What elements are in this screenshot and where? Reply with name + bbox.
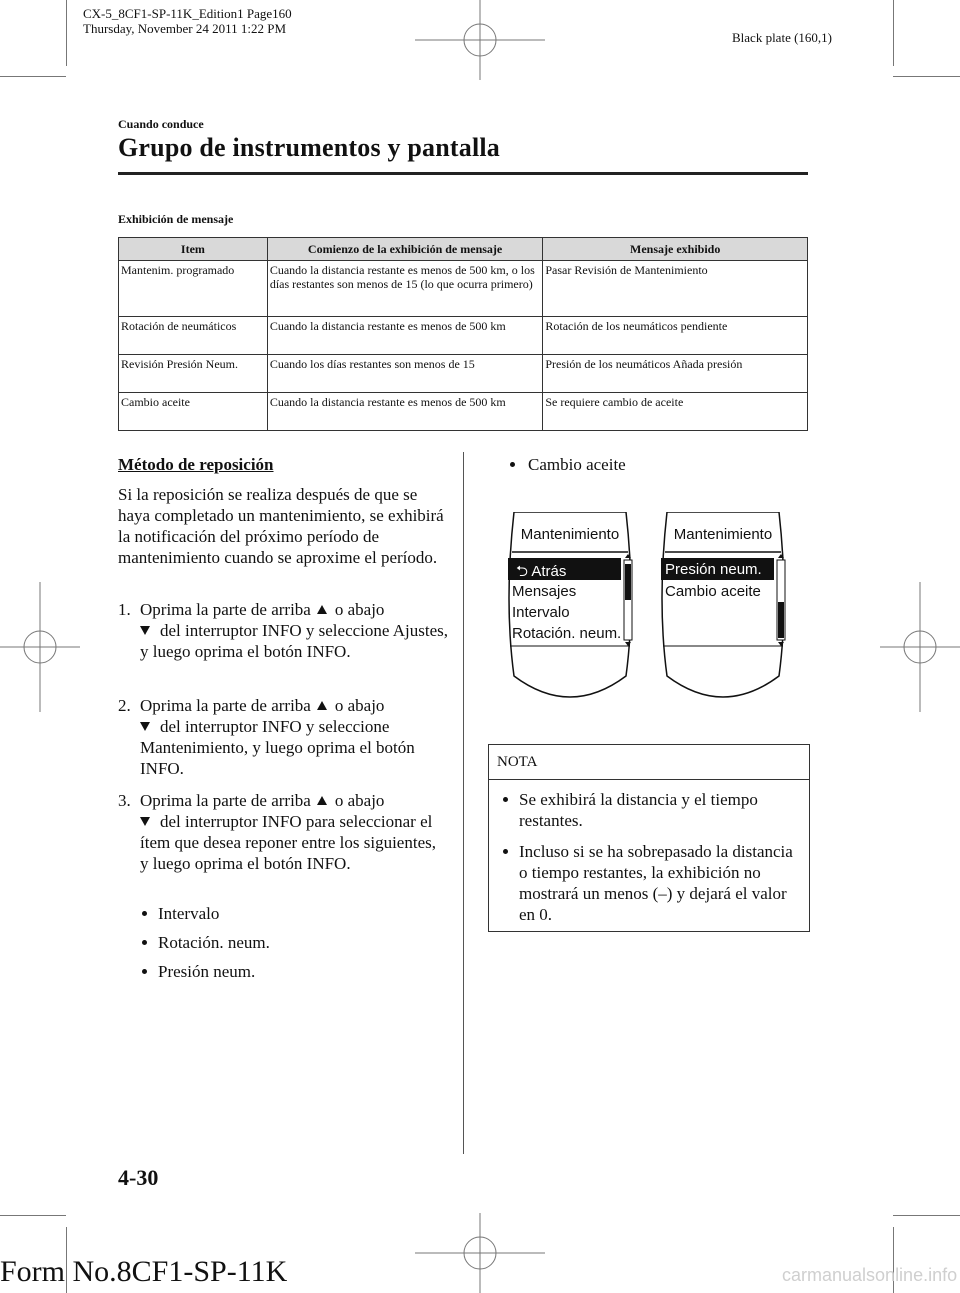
title-rule (118, 172, 808, 175)
step-text: o abajo (334, 696, 385, 715)
step-2 (118, 695, 448, 779)
menu-item: Mensajes (512, 583, 577, 600)
table-row (119, 317, 808, 355)
table-header-cell: Item (119, 238, 268, 261)
step-text: o abajo (334, 791, 385, 810)
table-cell: Cuando los días restantes son menos de 15 (267, 355, 543, 393)
message-table (118, 237, 808, 431)
table-cell: Mantenim. programado (119, 261, 268, 317)
back-arrow-icon: ⮌ (516, 563, 529, 580)
note-title: NOTA (497, 754, 538, 770)
table-header-cell: Comienzo de la exhibición de mensaje (267, 238, 543, 261)
step-number: 1. (118, 600, 131, 619)
watermark: carmanualsonline.info (782, 1265, 958, 1285)
print-info-line: Thursday, November 24 2011 1:22 PM (83, 21, 287, 36)
display-screen-2 (657, 512, 789, 700)
table-cell: Pasar Revisión de Mantenimiento (543, 261, 808, 317)
form-number: Form No.8CF1-SP-11K (0, 1255, 288, 1288)
note-item (499, 789, 799, 831)
bullet-icon (510, 462, 515, 467)
step-text: Oprima la parte de arriba (140, 600, 311, 619)
step-number: 3. (118, 791, 131, 810)
list-item-text: Presión neum. (158, 962, 256, 981)
table-row (119, 393, 808, 431)
list-item-text: Intervalo (158, 904, 220, 923)
step-text: del interruptor INFO y seleccione Ajustes, y luego oprima el botón INFO. (140, 621, 448, 661)
note-box (488, 744, 810, 932)
method-intro: Si la reposición se realiza después de que se haya completado un mantenimiento, se exhibirá la notificación del próximo período de mantenimiento cuando se aproxime el período. (118, 485, 444, 567)
print-info (83, 6, 292, 36)
plate-label: Black plate (160,1) (732, 30, 832, 45)
table-cell: Rotación de los neumáticos pendiente (543, 317, 808, 355)
step-1 (118, 599, 448, 662)
list-item-text: Cambio aceite (528, 455, 626, 474)
table-cell: Presión de los neumáticos Añada presión (543, 355, 808, 393)
down-arrow-icon (140, 722, 150, 731)
bullet-icon (142, 940, 147, 945)
table-header-row (119, 238, 808, 261)
down-arrow-icon (140, 626, 150, 635)
step-number: 2. (118, 696, 131, 715)
down-arrow-icon (140, 817, 150, 826)
display-screen-1 (504, 512, 636, 700)
note-item-text: Se exhibirá la distancia y el tiempo restantes. (519, 790, 758, 830)
step-text: del interruptor INFO y seleccione Mantenimiento, y luego oprima el botón INFO. (140, 717, 415, 778)
table-cell: Cuando la distancia restante es menos de 500 km (267, 317, 543, 355)
list-item (508, 455, 626, 484)
column-divider (463, 452, 464, 1154)
table-cell: Rotación de neumáticos (119, 317, 268, 355)
page-number: 4-30 (118, 1165, 159, 1190)
display-header: Mantenimiento (673, 526, 773, 543)
step-3 (118, 790, 448, 874)
step-text: Oprima la parte de arriba (140, 696, 311, 715)
menu-item: Rotación. neum. (512, 625, 622, 642)
table-cell: Cuando la distancia restante es menos de 500 km (267, 393, 543, 431)
up-arrow-icon (317, 605, 327, 614)
method-title: Método de reposición (118, 455, 274, 474)
menu-item: Cambio aceite (665, 583, 761, 600)
registration-mark-top (415, 0, 545, 80)
table-cell: Revisión Presión Neum. (119, 355, 268, 393)
bullet-icon (142, 969, 147, 974)
step-text: Oprima la parte de arriba (140, 791, 311, 810)
menu-item-selected: Presión neum. (665, 561, 762, 578)
table-row (119, 261, 808, 317)
registration-mark-left (0, 582, 80, 712)
table-caption: Exhibición de mensaje (118, 212, 234, 226)
list-item (140, 962, 440, 991)
menu-item: Intervalo (512, 604, 570, 621)
table-cell: Cuando la distancia restante es menos de 500 km, o los días restantes son menos de 15 (lo que ocurra primero) (267, 261, 543, 317)
list-item-text: Rotación. neum. (158, 933, 270, 952)
table-cell: Se requiere cambio de aceite (543, 393, 808, 431)
note-item (499, 841, 799, 925)
note-header (489, 745, 809, 780)
up-arrow-icon (317, 796, 327, 805)
step-text: o abajo (334, 600, 385, 619)
up-arrow-icon (317, 701, 327, 710)
table-cell: Cambio aceite (119, 393, 268, 431)
list-item (140, 904, 440, 933)
bullet-icon (142, 911, 147, 916)
display-header: Mantenimiento (520, 526, 620, 543)
registration-mark-right (880, 582, 960, 712)
registration-mark-bottom (415, 1213, 545, 1293)
bullet-icon (503, 849, 508, 854)
table-header-cell: Mensaje exhibido (543, 238, 808, 261)
bullet-icon (503, 797, 508, 802)
options-list (140, 904, 440, 991)
step-text: del interruptor INFO para seleccionar el ítem que desea reponer entre los siguientes, y luego oprima el botón INFO. (140, 812, 436, 873)
section-label: Cuando conduce (118, 117, 204, 131)
note-item-text: Incluso si se ha sobrepasado la distancia o tiempo restantes, la exhibición no mostrará un menos (–) y dejará el valor en 0. (519, 842, 793, 924)
list-item (140, 933, 440, 962)
page-title: Grupo de instrumentos y pantalla (118, 133, 501, 162)
menu-item-label: Atrás (531, 563, 567, 580)
table-row (119, 355, 808, 393)
print-info-line: CX-5_8CF1-SP-11K_Edition1 Page160 (83, 6, 292, 21)
